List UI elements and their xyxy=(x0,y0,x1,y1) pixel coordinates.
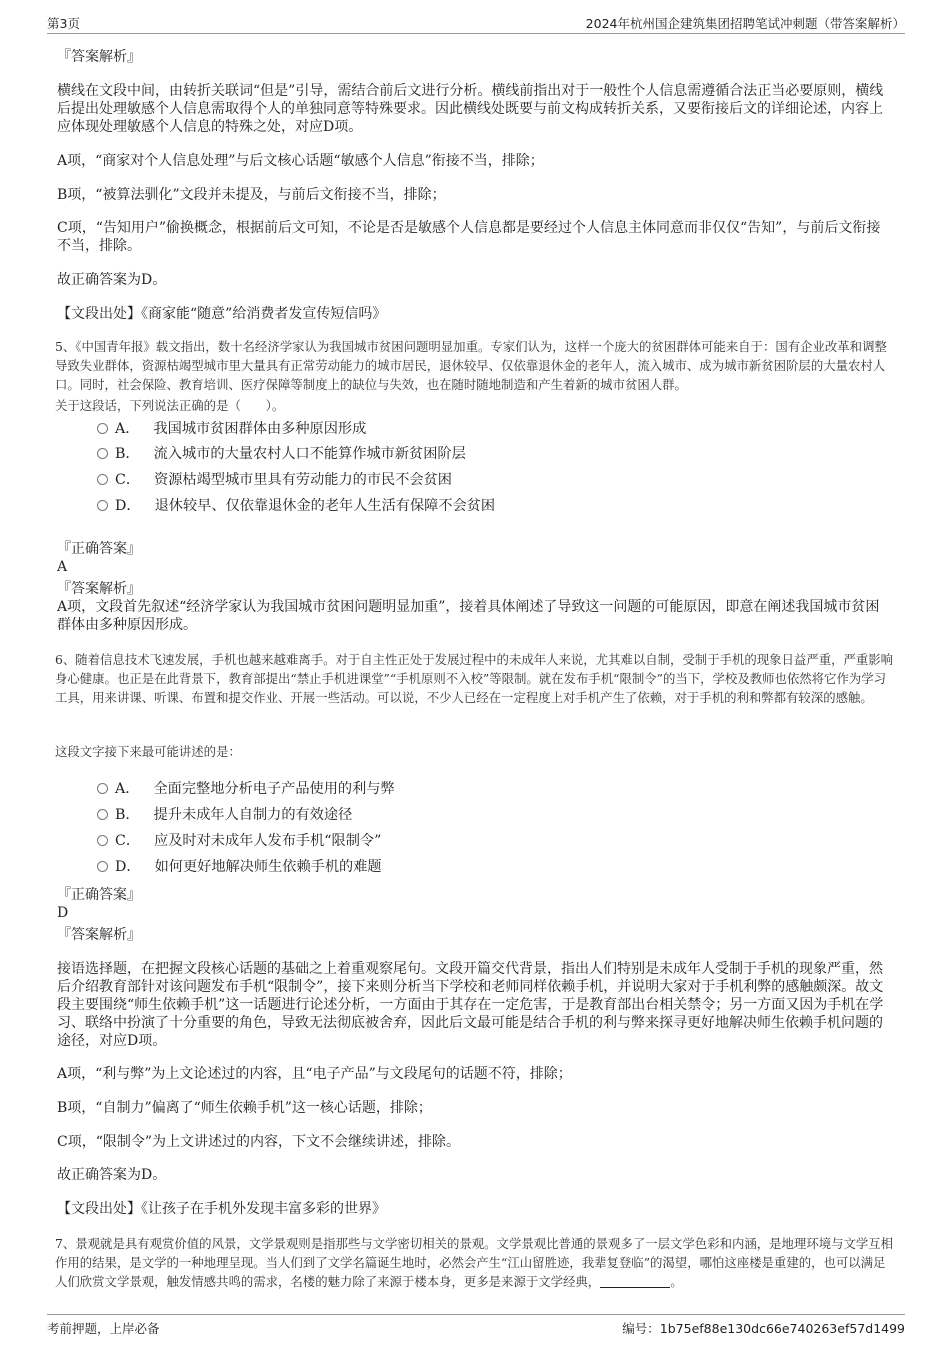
q5-answer-label: 『正确答案』 xyxy=(57,541,141,557)
q4-option-c-note: C项，“告知用户”偷换概念，根据前后文可知，不论是否是敏感个人信息都是要经过个人信息主体同意而非仅仅“告知”，与前后文衔接不当，排除。 xyxy=(57,220,881,254)
q5-analysis: A项，文段首先叙述“经济学家认为我国城市贫困问题明显加重”，接着具体阐述了导致这一问题的可能原因，即意在阐述我国城市贫困群体由多种原因形成。 xyxy=(57,599,880,633)
option-text: 流入城市的大量农村人口不能算作城市新贫困阶层 xyxy=(153,446,466,462)
radio-icon[interactable] xyxy=(97,423,108,434)
q5-question: 关于这段话，下列说法正确的是（ ）。 xyxy=(55,398,285,413)
q7-stem xyxy=(55,1234,895,1291)
q6-option-b-note: B项，“自制力”偏离了“师生依赖手机”这一核心话题，排除； xyxy=(57,1100,432,1116)
option-letter: A． xyxy=(115,781,140,797)
option-letter: A． xyxy=(115,421,140,437)
answer-blank[interactable] xyxy=(600,1276,670,1288)
q5-option-a[interactable] xyxy=(97,419,366,439)
radio-icon[interactable] xyxy=(97,474,108,485)
document-title: 2024年杭州国企建筑集团招聘笔试冲刺题（带答案解析） xyxy=(585,16,905,31)
q6-option-a[interactable] xyxy=(97,779,395,799)
option-text: 应及时对未成年人发布手机“限制令” xyxy=(154,833,382,849)
option-letter: D． xyxy=(115,498,141,514)
q6-conclusion: 故正确答案为D。 xyxy=(57,1167,167,1183)
q5-option-c[interactable] xyxy=(97,470,452,490)
q7-stem-end: 。 xyxy=(670,1274,683,1289)
footer-slogan: 考前押题，上岸必备 xyxy=(47,1321,160,1336)
page-number: 第3页 xyxy=(47,16,80,31)
option-text: 资源枯竭型城市里具有劳动能力的市民不会贫困 xyxy=(154,472,452,488)
q6-source: 【文段出处】《让孩子在手机外发现丰富多彩的世界》 xyxy=(57,1201,386,1217)
radio-icon[interactable] xyxy=(97,809,108,820)
option-letter: C． xyxy=(115,833,141,849)
option-letter: B． xyxy=(115,807,140,823)
q4-option-b-note: B项，“被算法驯化”文段并未提及，与前后文衔接不当，排除； xyxy=(57,187,446,203)
option-text: 我国城市贫困群体由多种原因形成 xyxy=(153,421,367,437)
page-footer xyxy=(47,1314,905,1340)
option-letter: C． xyxy=(115,472,141,488)
q6-option-a-note: A项，“利与弊”为上文论述过的内容，且“电子产品”与文段尾句的话题不符，排除； xyxy=(57,1066,572,1082)
q6-option-c-note: C项，“限制令”为上文讲述过的内容，下文不会继续讲述，排除。 xyxy=(57,1134,461,1150)
radio-icon[interactable] xyxy=(97,861,108,872)
q6-option-b[interactable] xyxy=(97,805,352,825)
document-id: 编号：1b75ef88e130dc66e740263ef57d1499 xyxy=(622,1321,905,1336)
q4-analysis: 横线在文段中间，由转折关联词“但是”引导，需结合前后文进行分析。横线前指出对于一般性个人信息需遵循合法正当必要原则，横线后提出处理敏感个人信息需取得个人的单独同意等特殊要求。因此横线处既要与前文构成转折关系，又要衔接后文的详细论述，内容上应体现处理敏感个人信息的特殊之处，对应D项。 xyxy=(57,83,884,135)
q4-source: 【文段出处】《商家能“随意”给消费者发宣传短信吗》 xyxy=(57,306,387,322)
option-text: 退休较早、仅依靠退休金的老年人生活有保障不会贫困 xyxy=(154,498,496,514)
q6-option-c[interactable] xyxy=(97,831,381,851)
q6-analysis: 接语选择题，在把握文段核心话题的基础之上着重观察尾句。文段开篇交代背景，指出人们特别是未成年人受制于手机的现象严重，然后介绍教育部针对该问题发布手机“限制令”，接下来则分析当下学校和老师同样依赖手机，并说明大家对于手机利弊的感触颇深。故文段主要围绕“师生依赖手机”这一话题进行论述分析，一方面由于其存在一定危害，于是教育部出台相关禁令；另一方面又因为手机在学习、联络中扮演了十分重要的角色，导致无法彻底被舍弃，因此后文最可能是结合手机的利与弊来探寻更好地解决师生依赖手机问题的途径，对应D项。 xyxy=(57,961,884,1049)
q6-answer: D xyxy=(57,905,69,921)
q4-option-a-note: A项，“商家对个人信息处理”与后文核心话题“敏感个人信息”衔接不当，排除； xyxy=(57,153,544,169)
option-letter: B． xyxy=(115,446,140,462)
q4-analysis-label: 『答案解析』 xyxy=(57,49,141,65)
q6-analysis-label: 『答案解析』 xyxy=(57,927,141,943)
radio-icon[interactable] xyxy=(97,835,108,846)
q7-stem-text: 7、景观就是具有观赏价值的风景，文学景观则是指那些与文学密切相关的景观。文学景观比普通的景观多了一层文学色彩和内涵，是地理环境与文学互相作用的结果，是文学的一种地理呈现。当人们到了文学名篇诞生地时，必然会产生“江山留胜迹，我辈复登临”的渴望，哪怕这座楼是重建的，也可以满足人们欣赏文学景观，触发情感共鸣的需求，名楼的魅力除了来源于楼本身，更多是来源于文学经典， xyxy=(55,1236,894,1289)
option-letter: D． xyxy=(115,859,141,875)
q5-analysis-label: 『答案解析』 xyxy=(57,581,141,597)
option-text: 全面完整地分析电子产品使用的利与弊 xyxy=(153,781,395,797)
q6-answer-label: 『正确答案』 xyxy=(57,887,141,903)
q5-stem: 5、《中国青年报》载文指出，数十名经济学家认为我国城市贫困问题明显加重。专家们认为，这样一个庞大的贫困群体可能来自于：国有企业改革和调整导致失业群体，资源枯竭型城市里大量具有正常劳动能力的城市居民，退休较早、仅依靠退休金的老年人，流入城市、成为城市新贫困阶层的大量农村人口。同时，社会保险、教育培训、医疗保障等制度上的缺位与失效，也在随时随地制造和产生着新的城市贫困人群。 xyxy=(55,339,887,392)
page-header xyxy=(47,12,905,34)
q6-question: 这段文字接下来最可能讲述的是： xyxy=(55,744,241,759)
radio-icon[interactable] xyxy=(97,448,108,459)
q5-option-d[interactable] xyxy=(97,496,495,516)
q5-answer: A xyxy=(57,559,68,575)
radio-icon[interactable] xyxy=(97,783,108,794)
q5-option-b[interactable] xyxy=(97,444,466,464)
radio-icon[interactable] xyxy=(97,500,108,511)
option-text: 提升未成年人自制力的有效途径 xyxy=(153,807,353,823)
option-text: 如何更好地解决师生依赖手机的难题 xyxy=(154,859,382,875)
q6-stem: 6、随着信息技术飞速发展，手机也越来越难离手。对于自主性正处于发展过程中的未成年人来说，尤其难以自制，受制于手机的现象日益严重，严重影响身心健康。也正是在此背景下，教育部提出“禁止手机进课堂”“手机原则不入校”等限制。就在发布手机“限制令”的当下，学校及教师也依然将它作为学习工具，用来讲课、听课、布置和提交作业、开展一些活动。可以说，不少人已经在一定程度上对手机产生了依赖，对于手机的利和弊都有较深的感触。 xyxy=(55,652,894,705)
q4-conclusion: 故正确答案为D。 xyxy=(57,272,167,288)
q6-option-d[interactable] xyxy=(97,857,382,877)
